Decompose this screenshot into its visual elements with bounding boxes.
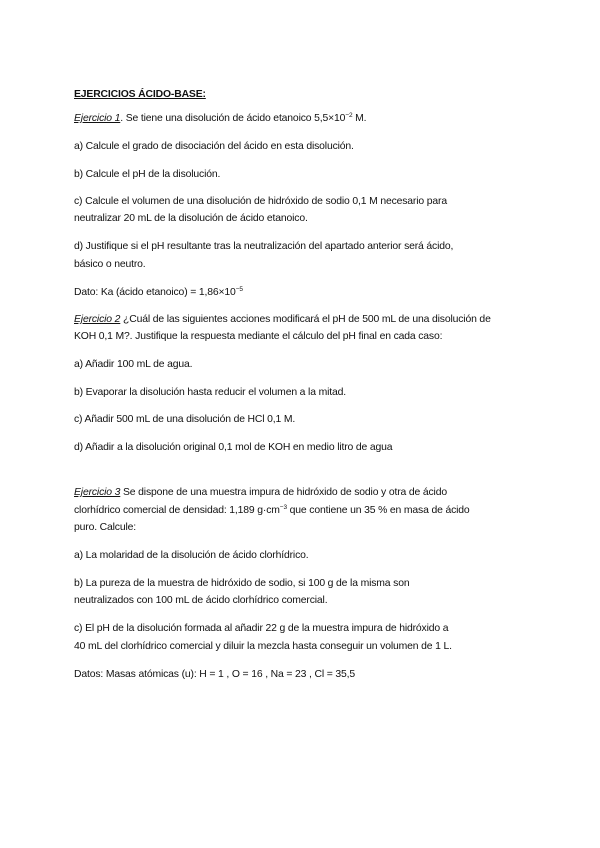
exercise-3-part-c-line-2: 40 mL del clorhídrico comercial y diluir la mezcla hasta conseguir un volumen de 1 L. [74,641,452,652]
exercise-3-question-line-2: clorhídrico comercial de densidad: 1,189 $g\cdot cm^{-3}$ que contiene un 35 % en masa de ácido [74,504,470,516]
exercise-2-part-d: d) Añadir a la disolución original 0,1 mol de KOH en medio litro de agua [74,442,393,453]
exercise-3-part-c-line-1: c) El pH de la disolución formada al añadir 22 g de la muestra impura de hidróxido a [74,623,449,634]
exercise-2-label: Ejercicio 2 [74,314,121,325]
exercise-3-label: Ejercicio 3 [74,487,121,498]
exercise-3-question-line-1: Ejercicio 3 Se dispone de una muestra impura de hidróxido de sodio y otra de ácido [74,487,447,498]
exercise-2-part-c: c) Añadir 500 mL de una disolución de HCl 0,1 M. [74,414,296,425]
exercise-2-question-line-2: KOH 0,1 M?. Justifique la respuesta mediante el cálculo del pH final en cada caso: [74,331,443,342]
exercise-1-label: Ejercicio 1 [74,113,121,124]
exercise-1-part-b: b) Calcule el pH de la disolución. [74,169,221,180]
exercise-3-part-a: a) La molaridad de la disolución de ácido clorhídrico. [74,550,309,561]
exercise-3-data: Datos: Masas atómicas (u): H = 1 , O = 16 , Na = 23 , Cl = 35,5 [74,669,356,680]
document-title: EJERCICIOS ÁCIDO-BASE: [74,89,206,100]
exercise-2-question-line-1: Ejercicio 2 ¿Cuál de las siguientes acciones modificará el pH de 500 mL de una disolución de [74,314,491,325]
exercise-1-part-d-line-2: básico o neutro. [74,259,146,270]
exercise-1-part-d-line-1: d) Justifique si el pH resultante tras la neutralización del apartado anterior será ácido, [74,241,454,252]
exercise-3-part-b-line-1: b) La pureza de la muestra de hidróxido de sodio, si 100 g de la misma son [74,578,410,589]
exercise-2-part-b: b) Evaporar la disolución hasta reducir el volumen a la mitad. [74,387,346,398]
exercise-2-part-a: a) Añadir 100 mL de agua. [74,359,193,370]
exercise-1-data: Dato: Ka (ácido etanoico) = $1,86\times 10^{-5}$ [74,286,243,298]
exercise-3-question-line-3: puro. Calcule: [74,522,137,533]
exercise-3-part-b-line-2: neutralizados con 100 mL de ácido clorhídrico comercial. [74,595,328,606]
exercise-1-part-c-line-2: neutralizar 20 mL de la disolución de ácido etanoico. [74,213,308,224]
exercise-1-part-a: a) Calcule el grado de disociación del ácido en esta disolución. [74,141,354,152]
exercise-1-intro: Ejercicio 1. Se tiene una disolución de ácido etanoico $5,5\times 10^{-2}$ M. [74,112,367,124]
exercise-1-part-c-line-1: c) Calcule el volumen de una disolución de hidróxido de sodio 0,1 M necesario para [74,196,447,207]
